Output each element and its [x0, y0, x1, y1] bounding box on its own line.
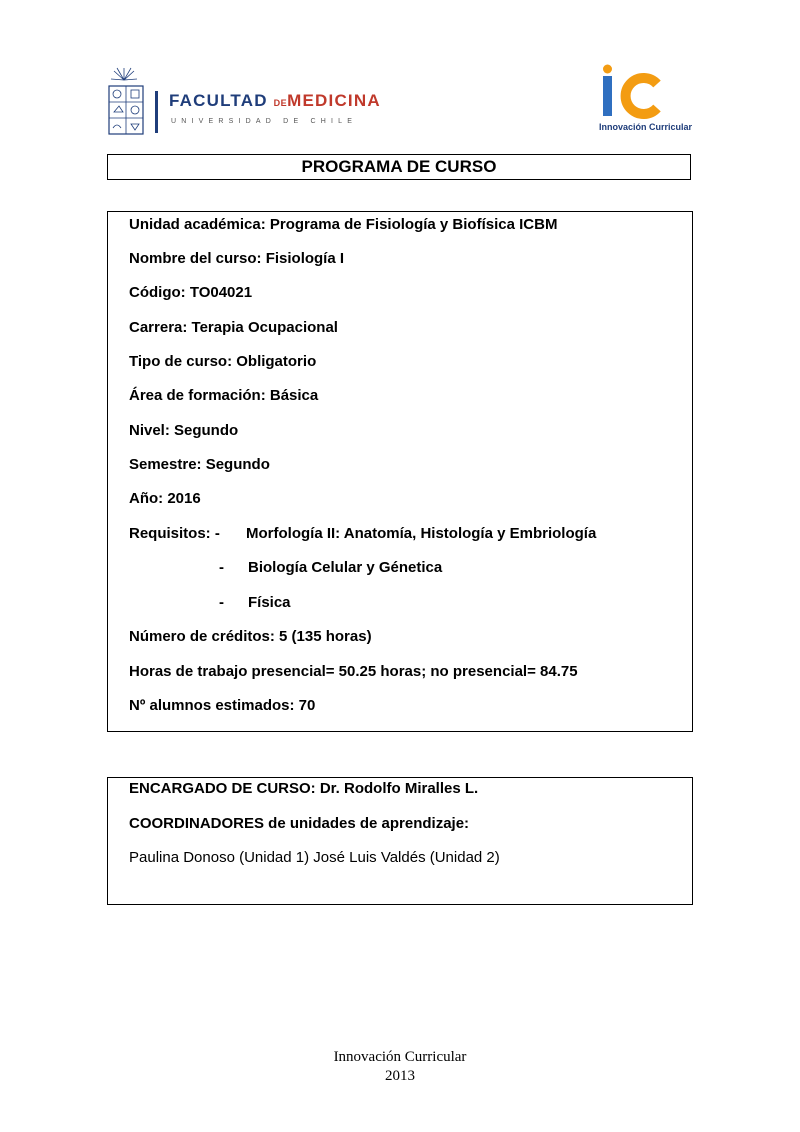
requisito-item: Biología Celular y Génetica [248, 559, 443, 576]
requisitos-label: Requisitos: - [129, 525, 220, 542]
area-formacion: Área de formación: Básica [129, 387, 319, 404]
encargado-curso: ENCARGADO DE CURSO: Dr. Rodolfo Miralles L. [129, 780, 479, 797]
carrera: Carrera: Terapia Ocupacional [129, 319, 338, 336]
faculty-prefix: FACULTAD [169, 91, 268, 110]
codigo: Código: TO04021 [129, 284, 253, 301]
numero-creditos: Número de créditos: 5 (135 horas) [129, 628, 372, 645]
university-crest-icon [107, 66, 155, 138]
nombre-curso: Nombre del curso: Fisiología I [129, 250, 345, 267]
university-name: UNIVERSIDAD DE CHILE [171, 118, 358, 125]
footer-line-2: 2013 [385, 1068, 415, 1084]
anio: Año: 2016 [129, 490, 201, 507]
semestre: Semestre: Segundo [129, 456, 270, 473]
faculty-de: DE [273, 98, 288, 108]
coordinadores-label: COORDINADORES de unidades de aprendizaje: [129, 815, 470, 832]
unidad-academica: Unidad académica: Programa de Fisiología y Biofísica ICBM [129, 216, 558, 233]
page-title: PROGRAMA DE CURSO [107, 154, 691, 180]
innovacion-curricular-logo [593, 64, 693, 138]
footer-line-1: Innovación Curricular [333, 1049, 467, 1065]
tipo-curso: Tipo de curso: Obligatorio [129, 353, 317, 370]
horas-trabajo: Horas de trabajo presencial= 50.25 horas; no presencial= 84.75 [129, 663, 578, 680]
faculty-logo [107, 66, 381, 140]
encargado-box [107, 777, 693, 905]
faculty-suffix: MEDICINA [287, 91, 381, 110]
requisito-dash: - [219, 559, 224, 576]
coordinadores-names: Paulina Donoso (Unidad 1) José Luis Valdés (Unidad 2) [129, 849, 500, 866]
requisito-item: Física [248, 594, 291, 611]
ic-logo-icon [593, 64, 685, 122]
logo-divider [155, 91, 158, 133]
nivel: Nivel: Segundo [129, 422, 239, 439]
ic-label: Innovación Curricular [599, 122, 693, 132]
requisito-item: Morfología II: Anatomía, Histología y Embriología [246, 525, 597, 542]
alumnos-estimados: Nº alumnos estimados: 70 [129, 697, 316, 714]
course-info-box [107, 211, 693, 732]
requisito-dash: - [219, 594, 224, 611]
faculty-name [169, 91, 381, 111]
